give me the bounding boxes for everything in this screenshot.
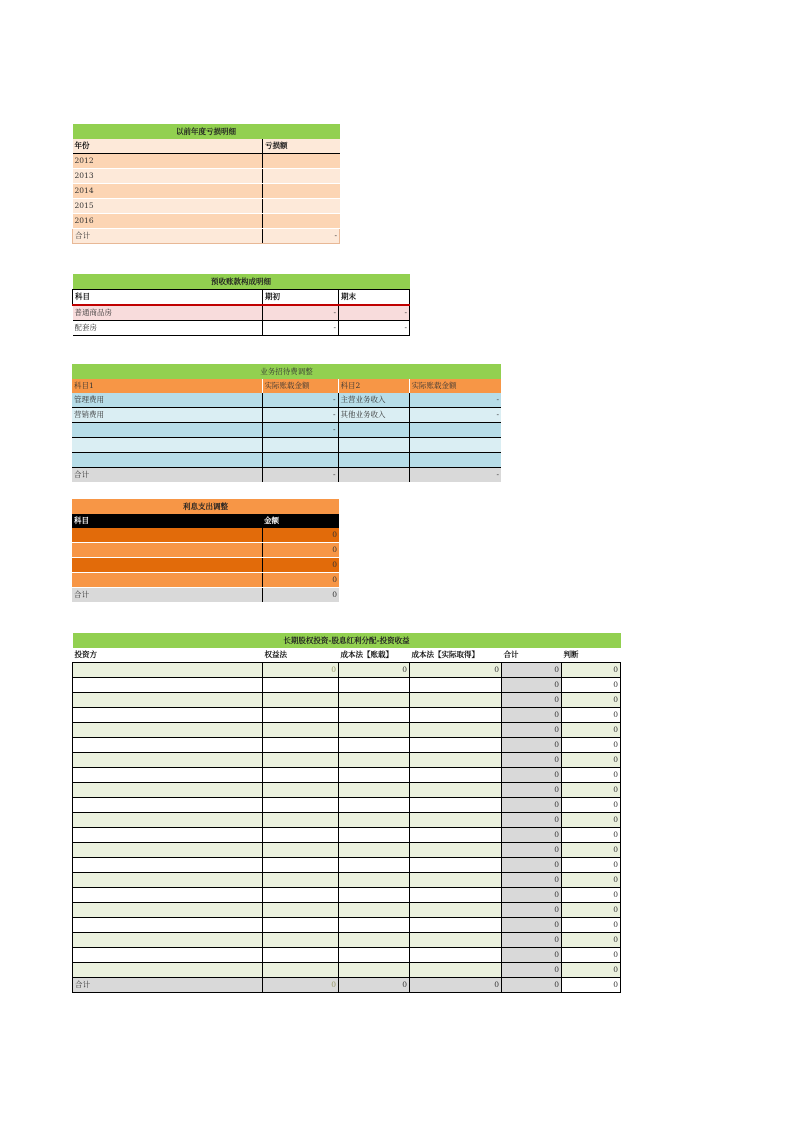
equity-cell[interactable] [263, 933, 339, 948]
equity-cell[interactable] [263, 723, 339, 738]
cost-book-cell[interactable] [339, 918, 410, 933]
equity-cell[interactable] [263, 798, 339, 813]
sum-cell[interactable]: 0 [502, 948, 562, 963]
investor-cell[interactable] [73, 783, 263, 798]
table-row [73, 903, 621, 918]
item-cell[interactable] [72, 573, 262, 588]
item2-cell[interactable] [338, 423, 409, 438]
amt1-cell[interactable]: - [262, 408, 338, 423]
judge-cell[interactable]: 0 [562, 783, 621, 798]
cost-actual-cell[interactable] [410, 963, 502, 978]
sum-cell[interactable]: 0 [502, 828, 562, 843]
year-cell[interactable]: 2016 [73, 214, 263, 229]
cost-actual-cell[interactable] [410, 708, 502, 723]
investor-cell[interactable] [73, 678, 263, 693]
item1-cell[interactable] [72, 453, 262, 468]
investor-cell[interactable] [73, 963, 263, 978]
table-row [73, 813, 621, 828]
investor-cell[interactable] [73, 888, 263, 903]
equity-cell[interactable] [263, 738, 339, 753]
amount-cell[interactable]: 0 [262, 528, 339, 543]
judge-cell[interactable]: 0 [562, 813, 621, 828]
equity-cell[interactable] [263, 708, 339, 723]
total-label: 合计 [72, 468, 262, 483]
sum-cell[interactable]: 0 [502, 903, 562, 918]
amt2-cell[interactable] [409, 438, 501, 453]
item-header: 科目 [73, 290, 263, 306]
amount-cell[interactable]: 0 [262, 558, 339, 573]
amount-cell[interactable]: 0 [262, 543, 339, 558]
total-amt1[interactable]: - [262, 468, 338, 483]
total-cost-actual[interactable]: 0 [410, 978, 502, 993]
table-row [72, 438, 501, 453]
sum-cell[interactable]: 0 [502, 858, 562, 873]
equity-cell[interactable] [263, 678, 339, 693]
equity-cell[interactable] [263, 813, 339, 828]
cost-book-cell[interactable] [339, 678, 410, 693]
sum-cell[interactable]: 0 [502, 813, 562, 828]
investor-cell[interactable] [73, 753, 263, 768]
table-row [72, 453, 501, 468]
cost-book-cell[interactable] [339, 813, 410, 828]
sum-cell[interactable]: 0 [502, 723, 562, 738]
investor-cell[interactable] [73, 903, 263, 918]
amt2-cell[interactable]: - [409, 408, 501, 423]
total-row [73, 978, 621, 993]
cost-book-cell[interactable] [339, 738, 410, 753]
cost-actual-cell[interactable] [410, 828, 502, 843]
item-header: 科目 [72, 514, 262, 528]
sum-header: 合计 [503, 650, 519, 659]
item-cell[interactable] [72, 543, 262, 558]
cost-actual-cell[interactable]: 0 [410, 663, 502, 678]
total-item2-blank [338, 468, 409, 483]
investor-cell[interactable] [73, 813, 263, 828]
total-amt2[interactable]: - [409, 468, 501, 483]
amt2-cell[interactable] [409, 453, 501, 468]
cost-book-cell[interactable] [339, 858, 410, 873]
equity-cell[interactable] [263, 888, 339, 903]
entertain-table-title: 业务招待费调整 [72, 364, 501, 379]
judge-cell[interactable]: 0 [562, 903, 621, 918]
table-row [73, 305, 410, 321]
equity-cell[interactable] [263, 903, 339, 918]
cost-actual-cell[interactable] [410, 903, 502, 918]
table-row [73, 169, 340, 184]
judge-cell[interactable]: 0 [562, 858, 621, 873]
judge-cell[interactable]: 0 [562, 693, 621, 708]
item-cell[interactable] [72, 528, 262, 543]
sum-cell[interactable]: 0 [502, 843, 562, 858]
begin-header: 期初 [263, 290, 339, 306]
amt1-cell[interactable] [262, 453, 338, 468]
table-row [73, 798, 621, 813]
cost-actual-cell[interactable] [410, 948, 502, 963]
loss-amount-cell[interactable] [263, 199, 340, 214]
equity-cell[interactable] [263, 828, 339, 843]
item1-header: 科目1 [72, 379, 262, 393]
cost-actual-cell[interactable] [410, 678, 502, 693]
investor-header: 投资方 [74, 650, 97, 659]
table-row [72, 423, 501, 438]
investor-cell[interactable] [73, 768, 263, 783]
item2-cell[interactable]: 其他业务收入 [338, 408, 409, 423]
equity-cell[interactable] [263, 843, 339, 858]
total-label: 合计 [73, 978, 263, 993]
amount-cell[interactable]: 0 [262, 573, 339, 588]
item1-cell[interactable]: 营销费用 [72, 408, 262, 423]
judge-cell[interactable]: 0 [562, 843, 621, 858]
table-row [73, 693, 621, 708]
cost-book-cell[interactable] [339, 933, 410, 948]
investor-cell[interactable] [73, 693, 263, 708]
item2-header: 科目2 [338, 379, 409, 393]
table-row [73, 843, 621, 858]
sum-cell[interactable]: 0 [502, 753, 562, 768]
item-cell[interactable] [72, 558, 262, 573]
cost-book-cell[interactable] [339, 723, 410, 738]
equity-cell[interactable] [263, 858, 339, 873]
table-row [73, 321, 410, 336]
cost-actual-cell[interactable] [410, 918, 502, 933]
cost-actual-cell[interactable] [410, 813, 502, 828]
sum-cell[interactable]: 0 [502, 918, 562, 933]
judge-cell[interactable]: 0 [562, 918, 621, 933]
sum-cell[interactable]: 0 [502, 963, 562, 978]
cost-book-cell[interactable] [339, 708, 410, 723]
loss-amount-cell[interactable] [263, 214, 340, 229]
sum-cell[interactable]: 0 [502, 663, 562, 678]
equity-cell[interactable] [263, 753, 339, 768]
investor-cell[interactable] [73, 948, 263, 963]
year-cell[interactable]: 2012 [73, 154, 263, 169]
table-row [73, 888, 621, 903]
total-sum[interactable]: 0 [502, 978, 562, 993]
table-row [73, 199, 340, 214]
year-cell[interactable]: 2015 [73, 199, 263, 214]
equity-cell[interactable] [263, 963, 339, 978]
cost-actual-cell[interactable] [410, 888, 502, 903]
table-row [73, 948, 621, 963]
loss-amount-header: 亏损额 [263, 139, 340, 154]
advance-table-title: 预收账款构成明细 [73, 274, 410, 290]
table-row [73, 963, 621, 978]
table-row [72, 408, 501, 423]
invest-table-title: 长期股权投资-股息红利分配-投资收益 [73, 633, 621, 648]
table-row [72, 543, 339, 558]
table-row [73, 678, 621, 693]
item1-cell[interactable] [72, 438, 262, 453]
judge-cell[interactable]: 0 [562, 723, 621, 738]
judge-cell[interactable]: 0 [562, 963, 621, 978]
equity-cell[interactable]: 0 [263, 663, 339, 678]
total-value[interactable]: - [263, 229, 340, 244]
sum-cell[interactable]: 0 [502, 708, 562, 723]
judge-cell[interactable]: 0 [562, 708, 621, 723]
investor-cell[interactable] [73, 918, 263, 933]
end-header: 期末 [339, 290, 410, 306]
judge-header: 判断 [563, 650, 579, 659]
cost-actual-cell[interactable] [410, 798, 502, 813]
sum-cell[interactable]: 0 [502, 678, 562, 693]
amt1-cell[interactable]: - [262, 393, 338, 408]
judge-cell[interactable]: 0 [562, 753, 621, 768]
end-cell[interactable]: - [339, 321, 410, 336]
cost-actual-cell[interactable] [410, 723, 502, 738]
begin-cell[interactable]: - [263, 305, 339, 321]
table-row [72, 573, 339, 588]
equity-cell[interactable] [263, 693, 339, 708]
investor-cell[interactable] [73, 708, 263, 723]
cost-book-cell[interactable] [339, 963, 410, 978]
table-row [72, 528, 339, 543]
amt1-header: 实际账载金额 [262, 379, 338, 393]
cost-actual-cell[interactable] [410, 783, 502, 798]
table-row [73, 858, 621, 873]
cost-actual-cell[interactable] [410, 753, 502, 768]
equity-investment-table [72, 633, 621, 993]
table-row [73, 154, 340, 169]
table-row [73, 828, 621, 843]
table-row [73, 783, 621, 798]
equity-cell[interactable] [263, 768, 339, 783]
judge-cell[interactable]: 0 [562, 948, 621, 963]
loss-amount-cell[interactable] [263, 154, 340, 169]
item2-cell[interactable] [338, 453, 409, 468]
item2-cell[interactable] [338, 438, 409, 453]
amt2-cell[interactable] [409, 423, 501, 438]
sum-cell[interactable]: 0 [502, 873, 562, 888]
year-cell[interactable]: 2013 [73, 169, 263, 184]
item1-cell[interactable]: 管理费用 [72, 393, 262, 408]
investor-cell[interactable] [73, 873, 263, 888]
total-equity[interactable]: 0 [263, 978, 339, 993]
equity-cell[interactable] [263, 948, 339, 963]
item1-cell[interactable] [72, 423, 262, 438]
amt2-cell[interactable]: - [409, 393, 501, 408]
item2-cell[interactable]: 主营业务收入 [338, 393, 409, 408]
entertainment-expense-table [72, 364, 502, 482]
investor-cell[interactable] [73, 723, 263, 738]
investor-cell[interactable] [73, 738, 263, 753]
table-row [73, 738, 621, 753]
total-value[interactable]: 0 [262, 588, 339, 603]
cost-actual-cell[interactable] [410, 933, 502, 948]
investor-cell[interactable] [73, 663, 263, 678]
table-row [72, 558, 339, 573]
cost-book-cell[interactable] [339, 843, 410, 858]
cost-book-cell[interactable] [339, 873, 410, 888]
sum-cell[interactable]: 0 [502, 798, 562, 813]
table-row [72, 393, 501, 408]
judge-cell[interactable]: 0 [562, 798, 621, 813]
total-label: 合计 [73, 229, 263, 244]
interest-expense-table [72, 499, 339, 602]
cost-actual-cell[interactable] [410, 873, 502, 888]
sum-cell[interactable]: 0 [502, 693, 562, 708]
cost-book-cell[interactable] [339, 693, 410, 708]
total-row [72, 588, 339, 603]
cost-book-cell[interactable] [339, 753, 410, 768]
judge-cell[interactable]: 0 [562, 738, 621, 753]
table-row [73, 214, 340, 229]
year-header: 年份 [73, 139, 263, 154]
cost-book-cell[interactable] [339, 768, 410, 783]
judge-cell[interactable]: 0 [562, 768, 621, 783]
table-row [73, 184, 340, 199]
cost-book-cell[interactable] [339, 828, 410, 843]
year-cell[interactable]: 2014 [73, 184, 263, 199]
equity-cell[interactable] [263, 783, 339, 798]
table-row [73, 708, 621, 723]
sum-cell[interactable]: 0 [502, 888, 562, 903]
sum-cell[interactable]: 0 [502, 933, 562, 948]
cost-book-header: 成本法【账载】 [340, 650, 393, 659]
loss-table-title: 以前年度亏损明细 [73, 124, 340, 139]
equity-cell[interactable] [263, 918, 339, 933]
table-row [73, 768, 621, 783]
judge-cell[interactable]: 0 [562, 678, 621, 693]
advance-receipts-table [72, 274, 410, 336]
judge-cell[interactable]: 0 [562, 873, 621, 888]
interest-table-title: 利息支出调整 [72, 499, 339, 514]
amount-header: 金额 [262, 514, 339, 528]
investor-cell[interactable] [73, 858, 263, 873]
begin-cell[interactable]: - [263, 321, 339, 336]
table-row [73, 663, 621, 678]
cost-book-cell[interactable] [339, 798, 410, 813]
cost-actual-cell[interactable] [410, 738, 502, 753]
investor-cell[interactable] [73, 828, 263, 843]
table-row [73, 873, 621, 888]
cost-book-cell[interactable] [339, 903, 410, 918]
cost-actual-cell[interactable] [410, 858, 502, 873]
loss-amount-cell[interactable] [263, 184, 340, 199]
total-row [73, 229, 340, 244]
total-row [72, 468, 501, 483]
judge-cell[interactable]: 0 [562, 933, 621, 948]
loss-amount-cell[interactable] [263, 169, 340, 184]
amt2-header: 实际账载金额 [409, 379, 501, 393]
cost-book-cell[interactable]: 0 [339, 663, 410, 678]
cost-actual-cell[interactable] [410, 693, 502, 708]
cost-actual-header: 成本法【实际取得】 [411, 650, 479, 659]
item-cell[interactable]: 配套房 [73, 321, 263, 336]
equity-method-header: 权益法 [264, 650, 287, 659]
total-judge[interactable]: 0 [562, 978, 621, 993]
cost-book-cell[interactable] [339, 948, 410, 963]
investor-cell[interactable] [73, 798, 263, 813]
table-row [73, 753, 621, 768]
table-row [73, 933, 621, 948]
equity-cell[interactable] [263, 873, 339, 888]
cost-book-cell[interactable] [339, 783, 410, 798]
item-cell[interactable]: 普通商品房 [73, 305, 263, 321]
table-row [73, 918, 621, 933]
investor-cell[interactable] [73, 843, 263, 858]
prior-year-loss-table [72, 124, 340, 244]
sum-cell[interactable]: 0 [502, 738, 562, 753]
judge-cell[interactable]: 0 [562, 828, 621, 843]
cost-book-cell[interactable] [339, 888, 410, 903]
cost-actual-cell[interactable] [410, 843, 502, 858]
amt1-cell[interactable]: - [262, 423, 338, 438]
judge-cell[interactable]: 0 [562, 888, 621, 903]
sum-cell[interactable]: 0 [502, 768, 562, 783]
table-row [73, 723, 621, 738]
total-label: 合计 [72, 588, 262, 603]
total-cost-book[interactable]: 0 [339, 978, 410, 993]
sum-cell[interactable]: 0 [502, 783, 562, 798]
judge-cell[interactable]: 0 [562, 663, 621, 678]
investor-cell[interactable] [73, 933, 263, 948]
amt1-cell[interactable] [262, 438, 338, 453]
end-cell[interactable]: - [339, 305, 410, 321]
cost-actual-cell[interactable] [410, 768, 502, 783]
